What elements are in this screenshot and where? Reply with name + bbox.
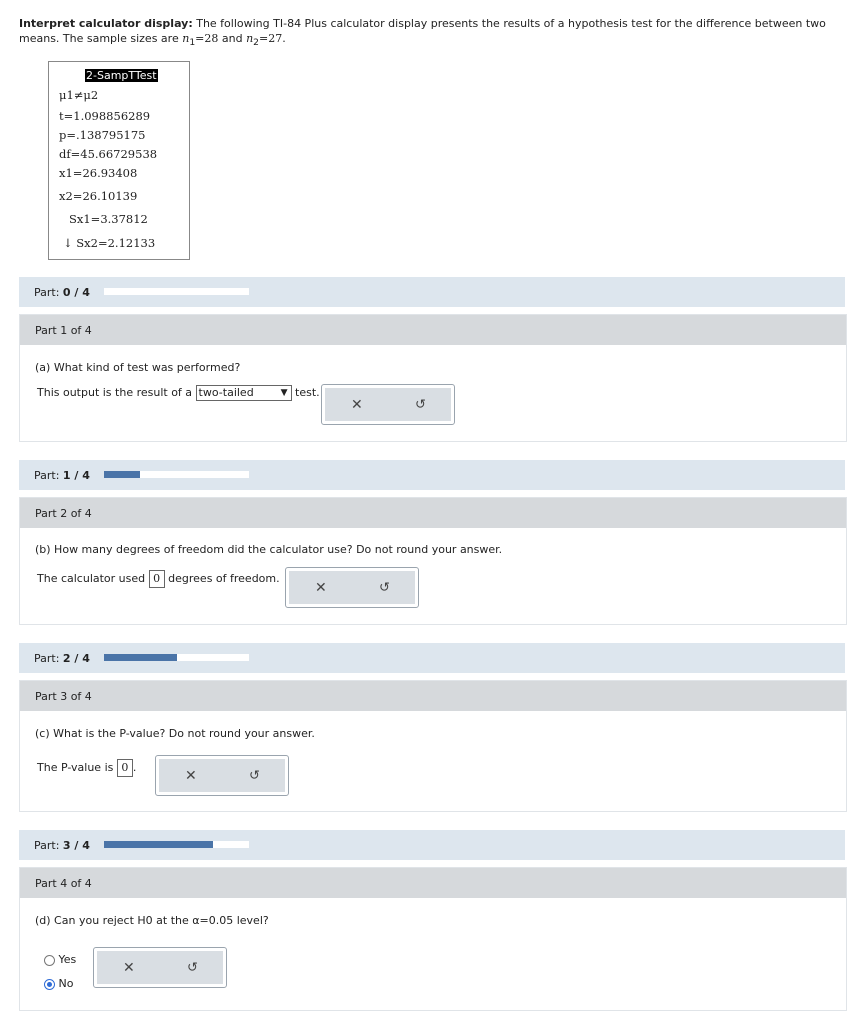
progress-fill xyxy=(104,654,177,661)
calc-line-x1: x1=26.93408 xyxy=(59,166,138,180)
intro-and: and xyxy=(218,32,247,45)
calc-line-t: t=1.098856289 xyxy=(59,109,151,123)
part-3-controls xyxy=(155,755,289,796)
part-1-card xyxy=(19,314,847,442)
intro-text: The following TI-84 Plus calculator display presents the results of a hypothesis test for the difference between two means. The sample sizes are xyxy=(19,17,826,45)
calc-line-p: p=.138795175 xyxy=(59,128,146,142)
calc-line-sx1: Sx1=3.37812 xyxy=(69,212,148,226)
part-2-controls xyxy=(285,567,419,608)
p-value-input[interactable]: 0 xyxy=(117,759,133,777)
clear-x-icon[interactable]: ✕ xyxy=(185,767,197,784)
part-4-header: Part 4 of 4 xyxy=(20,868,846,898)
n1-sub: 1 xyxy=(189,37,196,49)
part-2-answer xyxy=(37,570,280,588)
calc-line-sx2: ↓ Sx2=2.12133 xyxy=(63,236,156,250)
progress-fill xyxy=(104,841,213,848)
dropdown-arrow-icon: ▼ xyxy=(280,388,288,398)
clear-x-icon[interactable]: ✕ xyxy=(351,396,363,413)
progress-track xyxy=(104,841,249,848)
option-yes[interactable] xyxy=(44,953,76,966)
option-no[interactable] xyxy=(44,977,73,990)
calc-line-x2: x2=26.10139 xyxy=(59,189,138,203)
progress-label: Part: 3 / 4 xyxy=(34,839,90,852)
answer-suffix: test. xyxy=(295,386,320,399)
n2-value: =27. xyxy=(258,32,286,45)
part-1-controls xyxy=(321,384,455,425)
answer-prefix: This output is the result of a xyxy=(37,386,193,399)
calculator-header: 2-SampTTest xyxy=(86,69,157,82)
progress-fill xyxy=(104,471,140,478)
clear-x-icon[interactable]: ✕ xyxy=(123,959,135,976)
part-1-question: (a) What kind of test was performed? xyxy=(35,361,241,374)
radio-no[interactable] xyxy=(44,979,55,990)
progress-track xyxy=(104,288,249,295)
answer-suffix: . xyxy=(132,761,137,774)
part-2-card xyxy=(19,497,847,625)
answer-prefix: The P-value is xyxy=(37,761,114,774)
part-4-question: (d) Can you reject H0 at the α=0.05 level? xyxy=(35,914,269,927)
progress-track xyxy=(104,654,249,661)
progress-bar-2 xyxy=(19,643,845,673)
part-3-card xyxy=(19,680,847,812)
option-yes-label: Yes xyxy=(58,953,77,966)
reset-undo-icon[interactable]: ↺ xyxy=(187,960,198,975)
n2-symbol: n xyxy=(246,32,254,45)
calculator-display xyxy=(48,61,190,260)
progress-label: Part: 0 / 4 xyxy=(34,286,90,299)
progress-label: Part: 2 / 4 xyxy=(34,652,90,665)
part-3-header: Part 3 of 4 xyxy=(20,681,846,711)
n1-value: =28 xyxy=(195,32,219,45)
progress-track xyxy=(104,471,249,478)
progress-bar-3 xyxy=(19,830,845,860)
reset-undo-icon[interactable]: ↺ xyxy=(249,768,260,783)
part-2-question: (b) How many degrees of freedom did the calculator use? Do not round your answer. xyxy=(35,543,503,556)
progress-label: Part: 1 / 4 xyxy=(34,469,90,482)
answer-suffix: degrees of freedom. xyxy=(168,572,280,585)
answer-prefix: The calculator used xyxy=(37,572,146,585)
progress-bar-1 xyxy=(19,460,845,490)
part-1-answer xyxy=(37,385,320,401)
part-3-question: (c) What is the P-value? Do not round your answer. xyxy=(35,727,315,740)
n1-symbol: n xyxy=(182,32,190,45)
n2-sub: 2 xyxy=(253,37,259,49)
part-4-card xyxy=(19,867,847,1011)
progress-bar-0 xyxy=(19,277,845,307)
part-2-header: Part 2 of 4 xyxy=(20,498,846,528)
calc-line-df: df=45.66729538 xyxy=(59,147,158,161)
clear-x-icon[interactable]: ✕ xyxy=(315,579,327,596)
part-1-header: Part 1 of 4 xyxy=(20,315,846,345)
reset-undo-icon[interactable]: ↺ xyxy=(415,397,426,412)
radio-yes[interactable] xyxy=(44,955,55,966)
degrees-of-freedom-input[interactable]: 0 xyxy=(149,570,165,588)
test-type-dropdown[interactable]: two-tailed ▼ xyxy=(196,385,292,401)
part-3-answer xyxy=(37,759,136,777)
option-no-label: No xyxy=(58,977,74,990)
reset-undo-icon[interactable]: ↺ xyxy=(379,580,390,595)
calc-line-hypothesis: μ1≠μ2 xyxy=(59,88,99,102)
intro-bold: Interpret calculator display: xyxy=(19,17,193,30)
problem-intro xyxy=(19,16,841,50)
part-4-controls xyxy=(93,947,227,988)
